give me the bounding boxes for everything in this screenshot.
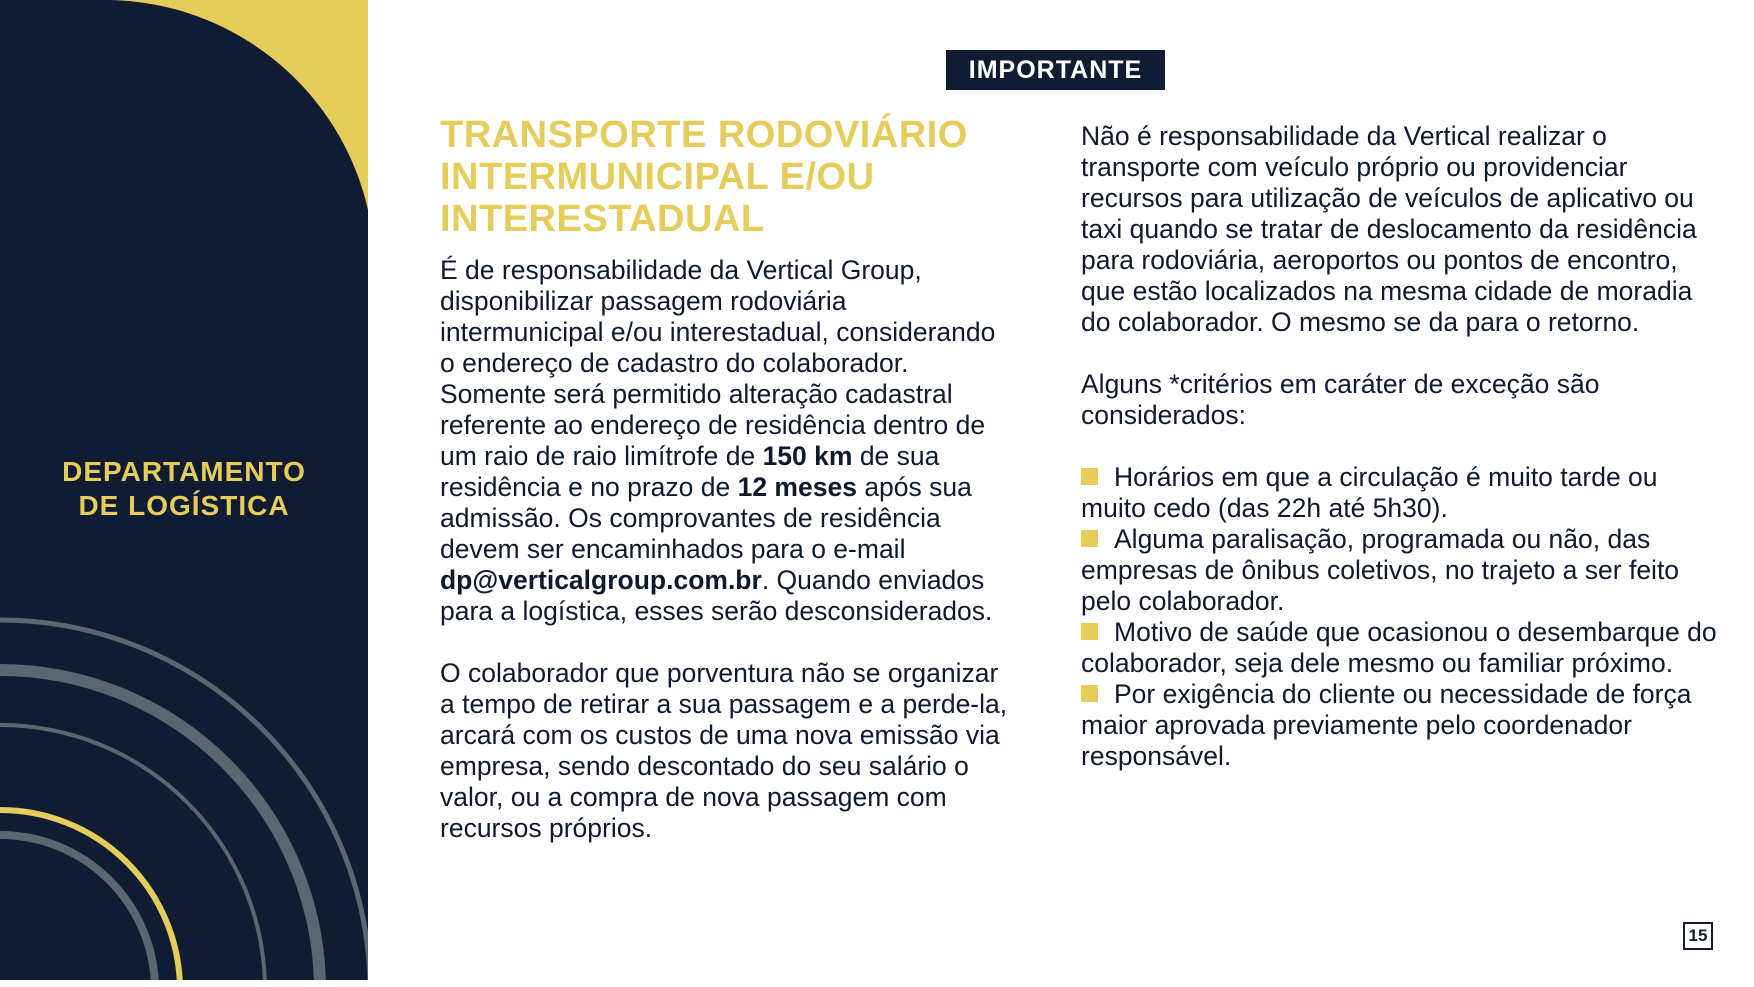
criteria-item-text: Alguma paralisação, programada ou não, das empresas de ônibus coletivos, no trajeto a ser feito pelo colaborador. bbox=[1081, 524, 1680, 616]
bullet-square-icon bbox=[1081, 623, 1098, 640]
section-title-line3: INTERESTADUAL bbox=[440, 198, 765, 240]
section-title-line1: TRANSPORTE RODOVIÁRIO bbox=[440, 114, 968, 156]
exception-criteria-intro: Alguns *critérios em caráter de exceção são considerados: bbox=[1081, 369, 1600, 430]
bullet-square-icon bbox=[1081, 468, 1098, 485]
sidebar-panel bbox=[0, 0, 368, 980]
p1-text-part1: É de responsabilidade da Vertical Group, disponibilizar passagem rodoviária intermunicipal e/ou interestadual, considerando o endereço de cadastro do colaborador. Somente será permitido alteração cadastral referente ao endereço de residência dentro de um raio de raio limítrofe de bbox=[440, 255, 996, 471]
criteria-item-text: Horários em que a circulação é muito tarde ou muito cedo (das 22h até 5h30). bbox=[1081, 462, 1658, 523]
right-column bbox=[1081, 121, 1721, 772]
gold-corner-arc bbox=[100, 0, 368, 330]
p1-text-part4: . Quando enviados para a logística, esses serão desconsiderados. bbox=[440, 565, 993, 626]
distance-highlight: 150 km bbox=[762, 441, 853, 471]
left-column bbox=[440, 114, 1010, 875]
department-title-line1: DEPARTAMENTO bbox=[62, 456, 306, 487]
criteria-item bbox=[1081, 524, 1721, 617]
p1-text-part2: de sua residência e no prazo de bbox=[440, 441, 940, 502]
section-title bbox=[440, 114, 1010, 240]
important-badge: IMPORTANTE bbox=[946, 50, 1165, 90]
criteria-item bbox=[1081, 679, 1721, 772]
department-title-line2: DE LOGÍSTICA bbox=[78, 490, 290, 521]
bullet-square-icon bbox=[1081, 685, 1098, 702]
exception-criteria-list bbox=[1081, 462, 1721, 772]
email-address: dp@verticalgroup.com.br bbox=[440, 565, 762, 595]
page-number: 15 bbox=[1683, 922, 1713, 950]
criteria-item bbox=[1081, 462, 1721, 524]
bullet-square-icon bbox=[1081, 530, 1098, 547]
period-highlight: 12 meses bbox=[737, 472, 857, 502]
section-title-line2: INTERMUNICIPAL E/OU bbox=[440, 156, 875, 198]
criteria-item bbox=[1081, 617, 1721, 679]
p1-text-part3: após sua admissão. Os comprovantes de residência devem ser encaminhados para o e-mail bbox=[440, 472, 972, 564]
gray-ring-inner bbox=[0, 835, 155, 980]
missed-ticket-paragraph: O colaborador que porventura não se organizar a tempo de retirar a sua passagem e a perde-la, arcará com os custos de uma nova emissão via empresa, sendo descontado do seu salário o valor, ou a compra de nova passagem com recursos próprios. bbox=[440, 658, 1008, 843]
gray-ring-thick bbox=[0, 670, 320, 980]
criteria-item-text: Motivo de saúde que ocasionou o desembarque do colaborador, seja dele mesmo ou familiar próximo. bbox=[1081, 617, 1717, 678]
not-responsible-paragraph: Não é responsabilidade da Vertical realizar o transporte com veículo próprio ou providenciar recursos para utilização de veículos de aplicativo ou taxi quando se tratar de deslocamento da residência para rodoviária, aeroportos ou pontos de encontro, que estão localizados na mesma cidade de moradia do colaborador. O mesmo se da para o retorno. bbox=[1081, 121, 1697, 337]
responsibility-paragraph bbox=[440, 255, 1010, 627]
criteria-item-text: Por exigência do cliente ou necessidade de força maior aprovada previamente pelo coordenador responsável. bbox=[1081, 679, 1692, 771]
department-title bbox=[0, 455, 368, 523]
